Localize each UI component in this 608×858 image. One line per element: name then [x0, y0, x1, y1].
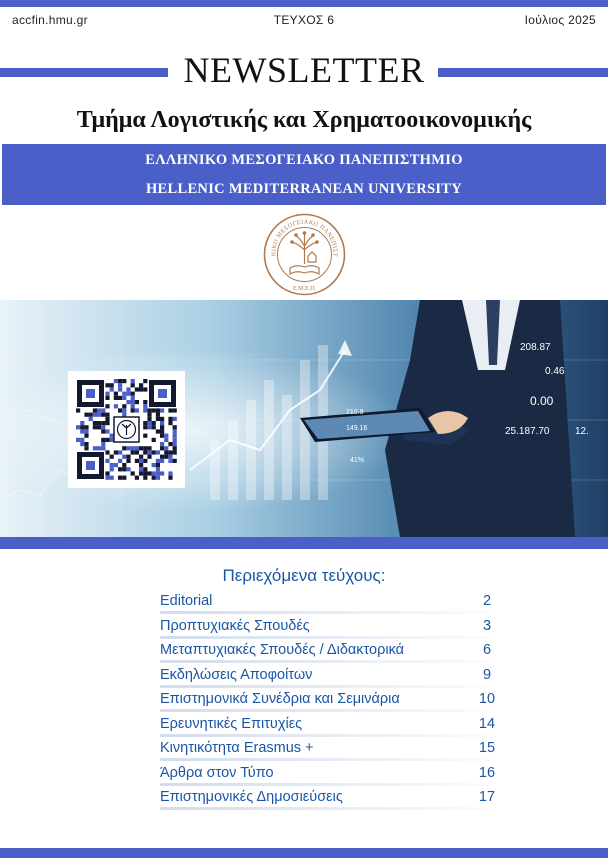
toc-item-page: 6 — [482, 642, 492, 658]
toc-item-page: 16 — [478, 764, 496, 781]
bottom-frame-bar — [0, 848, 608, 858]
photo-readout-8: 41% — [350, 457, 365, 464]
toc-item[interactable] — [160, 618, 505, 643]
photo-readout-5: 12. — [575, 426, 589, 437]
photo-readout-7: 149.16 — [346, 425, 368, 432]
table-of-contents — [160, 593, 505, 814]
toc-item-page: 2 — [482, 593, 492, 609]
photo-readout-6: 210.9 — [346, 409, 364, 416]
toc-item-label: Επιστημονικές Δημοσιεύσεις — [160, 789, 343, 805]
issue-number: ΤΕΥΧΟΣ 6 — [273, 13, 335, 27]
toc-item-label: Επιστημονικά Συνέδρια και Σεμινάρια — [160, 691, 400, 707]
university-seal-logo — [262, 212, 347, 297]
seal-initials: Ε.Μ.Ε.Π. — [293, 286, 316, 292]
toc-item[interactable] — [160, 691, 505, 716]
toc-item-label: Κινητικότητα Erasmus + — [160, 740, 314, 756]
toc-item-page: 17 — [478, 789, 496, 805]
toc-item[interactable] — [160, 642, 505, 667]
toc-item-label: Άρθρα στον Τύπο — [160, 764, 274, 781]
toc-heading: Περιεχόμενα τεύχους: — [222, 566, 386, 585]
toc-item-page: 10 — [478, 691, 496, 707]
toc-item-label: Ερευνητικές Επιτυχίες — [160, 715, 303, 732]
university-name-greek: ΕΛΛΗΝΙΚΟ ΜΕΣΟΓΕΙΑΚΟ ΠΑΝΕΠΙΣΤΗΜΙΟ — [145, 152, 463, 168]
seal-ring-text: ΝΙΚΟ ΜΕΣΟΓΕΙΑΚΟ ΠΑΝΕΠΙΣΤ — [270, 218, 339, 258]
toc-item-label: Εκδηλώσεις Αποφοίτων — [160, 666, 313, 683]
toc-item[interactable] — [160, 593, 505, 618]
toc-item[interactable] — [160, 667, 505, 692]
photo-readout-2: 0.46 — [545, 366, 565, 377]
photo-readout-3: 0.00 — [530, 394, 554, 408]
qr-code[interactable] — [68, 371, 185, 488]
toc-item[interactable] — [160, 765, 505, 790]
department-name: Τμήμα Λογιστικής και Χρηματοοικονομικής — [76, 107, 532, 133]
toc-item-page: 14 — [478, 715, 496, 732]
toc-item[interactable] — [160, 789, 505, 814]
toc-item-page: 15 — [478, 740, 496, 756]
university-name-english: HELLENIC MEDITERRANEAN UNIVERSITY — [145, 181, 463, 197]
newsletter-title: NEWSLETTER — [183, 50, 425, 90]
toc-item-label: Προπτυχιακές Σπουδές — [160, 617, 310, 634]
photo-bottom-strip — [0, 537, 608, 549]
top-frame-bar — [0, 0, 608, 7]
photo-readout-1: 208.87 — [520, 342, 551, 353]
site-url: accfin.hmu.gr — [12, 13, 88, 27]
photo-readout-4: 25.187.70 — [505, 426, 550, 437]
toc-item-page: 9 — [482, 666, 492, 683]
toc-item-page: 3 — [482, 617, 492, 634]
toc-item[interactable] — [160, 716, 505, 741]
issue-date: Ιούλιος 2025 — [524, 13, 596, 27]
toc-item-label: Editorial — [160, 593, 213, 609]
toc-item-label: Μεταπτυχιακές Σπουδές / Διδακτορικά — [160, 642, 405, 658]
toc-item[interactable] — [160, 740, 505, 765]
